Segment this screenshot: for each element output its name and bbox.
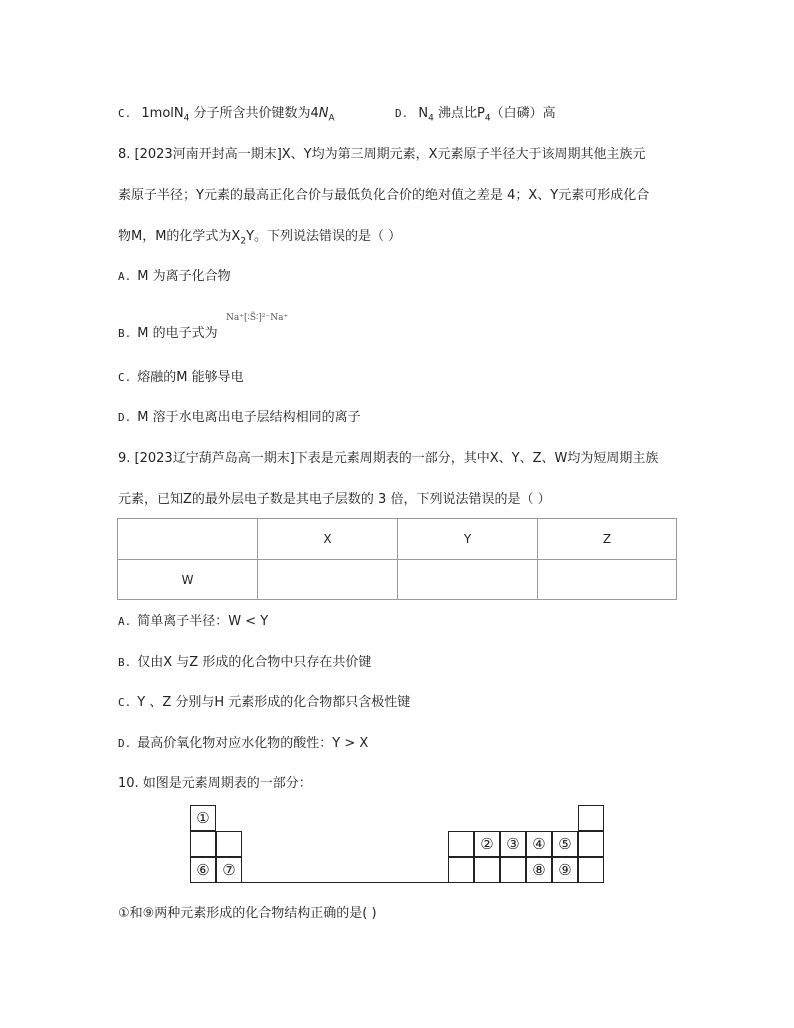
table-cell-w: W [118, 560, 258, 599]
pt-cell [448, 831, 474, 857]
option-label: C. [118, 371, 132, 384]
q8-option-c [118, 366, 244, 385]
q8-option-b [118, 322, 218, 341]
electron-formula-image: Na⁺[∶S̈∶]²⁻Na⁺ [226, 313, 289, 323]
table-cell-x: X [258, 519, 398, 560]
subscript: 4 [484, 113, 491, 124]
pt-baseline [242, 882, 448, 883]
pt-cell-6: ⑥ [190, 857, 216, 883]
option-label: D. [118, 411, 132, 424]
subscript: 2 [240, 236, 247, 247]
q8-stem-line3 [118, 225, 401, 247]
pt-cell [474, 857, 500, 883]
pt-cell [448, 857, 474, 883]
option-label: D. [118, 737, 132, 750]
text: 分子所含共价键数为4 [189, 106, 319, 121]
option-text: M 的电子式为 [137, 326, 218, 341]
table-cell [538, 560, 676, 599]
q7-option-c [118, 102, 335, 124]
text: 沸点比P [433, 106, 485, 121]
option-label: C. [118, 107, 132, 120]
pt-cell-5: ⑤ [552, 831, 578, 857]
text: N [318, 106, 329, 121]
option-label: B. [118, 656, 132, 669]
pt-cell-noble [578, 805, 604, 831]
option-text: M 溶于水电离出电子层结构相同的离子 [137, 410, 361, 425]
pt-cell [500, 857, 526, 883]
pt-cell-3: ③ [500, 831, 526, 857]
pt-cell-8: ⑧ [526, 857, 552, 883]
table-cell [118, 519, 258, 560]
text: 物M，M的化学式为X [118, 229, 241, 244]
pt-cell-2: ② [474, 831, 500, 857]
option-text: Y 、Z 分别与H 元素形成的化合物都只含极性键 [137, 695, 411, 710]
subscript: 4 [428, 113, 434, 124]
q7-option-d [395, 102, 556, 124]
q9-option-c [118, 691, 410, 710]
option-text: 熔融的M 能够导电 [137, 370, 244, 385]
table-cell [258, 560, 398, 599]
option-text: 最高价氧化物对应水化物的酸性：Y > X [137, 736, 369, 751]
pt-cell [578, 857, 604, 883]
option-text: 仅由X 与Z 形成的化合物中只存在共价键 [137, 655, 372, 670]
q8-option-a [118, 265, 231, 284]
option-text: M 为离子化合物 [137, 269, 231, 284]
table-cell [398, 560, 538, 599]
table-cell-z: Z [538, 519, 676, 560]
pt-cell [578, 831, 604, 857]
q8-option-d [118, 406, 361, 425]
q9-stem-line2: 元素，已知Z的最外层电子数是其电子层数的 3 倍，下列说法错误的是（ ） [118, 492, 551, 507]
q10-stem: 10. 如图是元素周期表的一部分： [118, 776, 312, 791]
option-label: D. [395, 107, 409, 120]
q9-option-a [118, 610, 268, 629]
q9-stem-line1: 9. [2023辽宁葫芦岛高一期末]下表是元素周期表的一部分，其中X、Y、Z、W均为短周期主族 [118, 451, 659, 466]
pt-cell [216, 831, 242, 857]
q9-option-d [118, 732, 368, 751]
q9-option-b [118, 651, 371, 670]
text: （白磷）高 [490, 106, 556, 121]
option-text: 简单离子半径：W < Y [137, 614, 269, 629]
periodic-table-fragment [117, 518, 677, 600]
option-label: C. [118, 696, 132, 709]
q8-stem-line2: 素原子半径；Y元素的最高正化合价与最低负化合价的绝对值之差是 4；X、Y元素可形成化合 [118, 188, 650, 203]
text: 1molN [141, 106, 184, 121]
q10-question: ①和⑨两种元素形成的化合物结构正确的是( ) [118, 906, 377, 921]
pt-cell [190, 831, 216, 857]
option-label: B. [118, 327, 132, 340]
q8-stem-line1: 8. [2023河南开封高一期末]X、Y均为第三周期元素，X元素原子半径大于该周期其他主族元 [118, 147, 646, 162]
subscript: 4 [183, 113, 190, 124]
option-label: A. [118, 615, 132, 628]
subscript: A [328, 113, 335, 124]
pt-cell-9: ⑨ [552, 857, 578, 883]
text: Y。下列说法错误的是（ ） [246, 229, 402, 244]
option-label: A. [118, 270, 132, 283]
text: N [418, 106, 429, 121]
pt-cell-1: ① [190, 805, 216, 831]
table-cell-y: Y [398, 519, 538, 560]
pt-cell-4: ④ [526, 831, 552, 857]
pt-cell-7: ⑦ [216, 857, 242, 883]
